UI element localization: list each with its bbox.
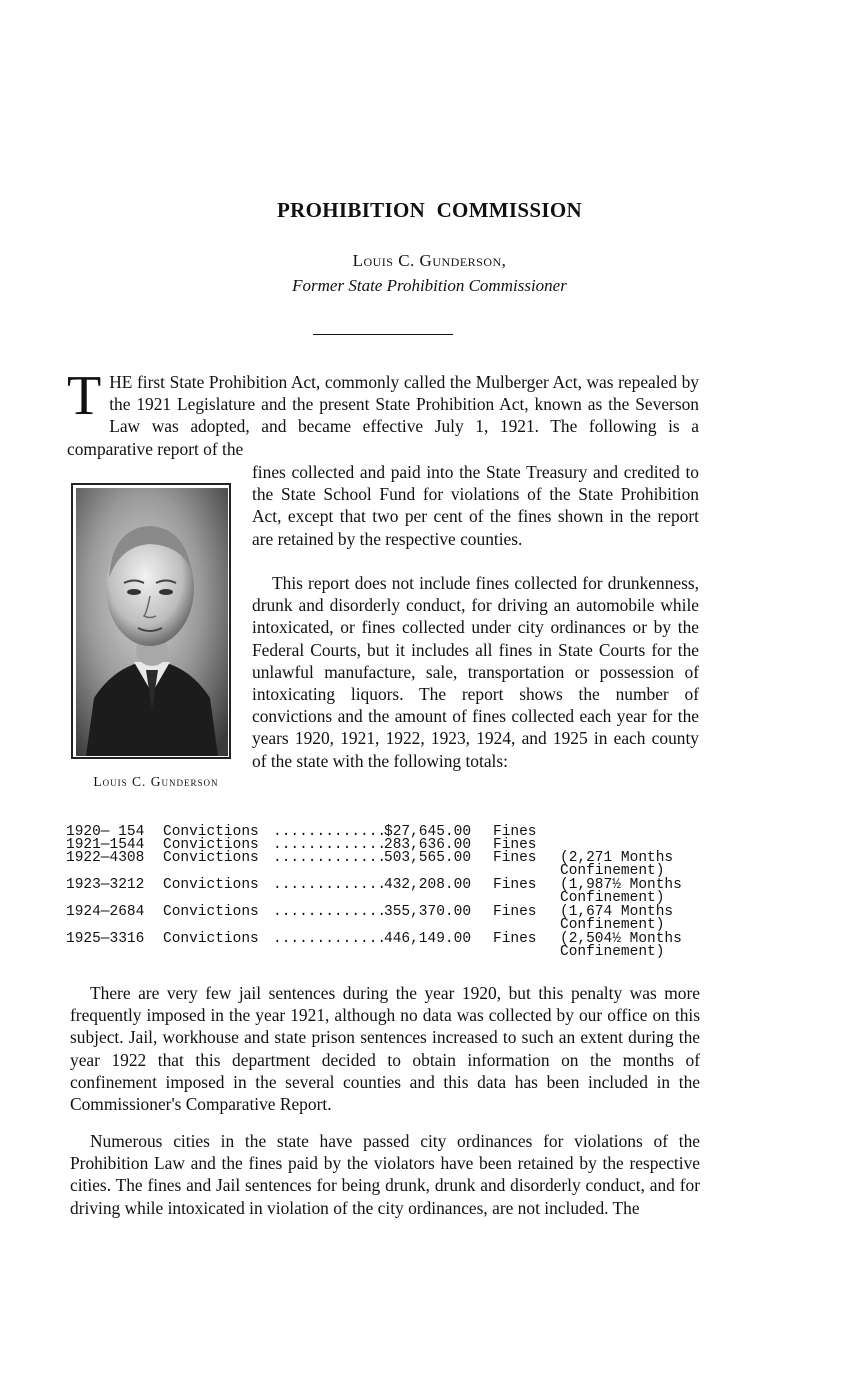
row-leader: ............. — [273, 904, 387, 920]
page-title: PROHIBITION COMMISSION — [277, 198, 582, 222]
table-row — [66, 906, 706, 933]
row-confinement: (1,987½ Months Confinement) — [560, 877, 682, 906]
intro-paragraph — [67, 365, 699, 460]
row-fines: Fines — [493, 904, 537, 920]
row-label: Convictions — [163, 904, 259, 920]
row-label: Convictions — [163, 877, 259, 893]
row-confinement: (1,674 Months Confinement) — [560, 904, 674, 933]
intro-text: HE first State Prohibition Act, commonly called the Mulberger Act, was repealed by the 1921 Legislature and the present State Prohibition Act, known as the Severson Law was adopted, and became effective July 1, 1921. The following is a comparative report of the — [67, 372, 699, 459]
table-row — [66, 879, 706, 906]
row-amount: 446,149.00 — [384, 931, 472, 947]
row-fines: Fines — [493, 824, 537, 840]
row-amount: 432,208.00 — [384, 877, 472, 893]
row-label: Convictions — [163, 824, 259, 840]
row-confinement: (2,271 Months Confinement) — [560, 850, 674, 879]
author-name: Louis C. Gunderson, — [352, 251, 507, 270]
row-leader: ............. — [273, 824, 387, 840]
row-amount: 503,565.00 — [384, 850, 472, 866]
drop-cap: T — [67, 365, 102, 427]
row-year: 1921—1544 — [66, 837, 145, 853]
intro-paragraph-continued: fines collected and paid into the State Treasury and credited to the State School Fund for violations of the State Prohibition Act, except that two per cent of the fines shown in the report are retained by the respective counties. — [252, 462, 699, 549]
row-year: 1920— 154 — [66, 824, 145, 840]
row-label: Convictions — [163, 837, 259, 853]
row-confinement: (2,504½ Months Confinement) — [560, 931, 682, 960]
row-year: 1922—4308 — [66, 850, 145, 866]
row-leader: ............. — [273, 931, 387, 947]
row-label: Convictions — [163, 850, 259, 866]
row-year: 1925—3316 — [66, 931, 145, 947]
author-role: Former State Prohibition Commissioner — [292, 276, 567, 295]
table-row — [66, 852, 706, 879]
row-amount: $27,645.00 — [384, 824, 472, 840]
row-leader: ............. — [273, 837, 387, 853]
row-amount: 283,636.00 — [384, 837, 472, 853]
row-year: 1923—3212 — [66, 877, 145, 893]
city-ordinances-paragraph: Numerous cities in the state have passed city ordinances for violations of the Prohibition Law and the fines paid by the violators have been retained by the respective cities. The fines and Jail sentences for being drunk, drunk and disorderly conduct, and for driving while intoxicated in violation of the city ordinances, are not included. The — [70, 1131, 700, 1218]
report-paragraph: This report does not include fines collected for drunkenness, drunk and disorderly conduct, for driving an automobile while intoxicated, or fines collected under city ordinances or by the Federal Courts, but it includes all fines in State Courts for the unlawful manufacture, sale, transportation or possession of intoxicating liquors. The report shows the number of convictions and the amount of fines collected each year for the years 1920, 1921, 1922, 1923, 1924, and 1925 in each county of the state with the following totals: — [252, 573, 699, 771]
table-row — [66, 933, 706, 960]
row-leader: ............. — [273, 877, 387, 893]
row-fines: Fines — [493, 850, 537, 866]
portrait-photo — [71, 483, 231, 759]
jail-sentences-paragraph: There are very few jail sentences during the year 1920, but this penalty was more frequently imposed in the year 1921, although no data was collected by our office on this subject. Jail, workhouse and state prison sentences increased to such an extent during the year 1922 that this department decided to obtain information on the months of confinement imposed in the several counties and this data has been included in the Commissioner's Comparative Report. — [70, 983, 700, 1115]
photo-caption: Louis C. Gunderson — [93, 774, 219, 789]
row-amount: 355,370.00 — [384, 904, 472, 920]
row-label: Convictions — [163, 931, 259, 947]
row-fines: Fines — [493, 931, 537, 947]
title-divider — [313, 334, 453, 335]
row-year: 1924—2684 — [66, 904, 145, 920]
portrait-image — [76, 488, 228, 756]
row-fines: Fines — [493, 837, 537, 853]
convictions-table — [66, 826, 706, 960]
row-leader: ............. — [273, 850, 387, 866]
row-fines: Fines — [493, 877, 537, 893]
